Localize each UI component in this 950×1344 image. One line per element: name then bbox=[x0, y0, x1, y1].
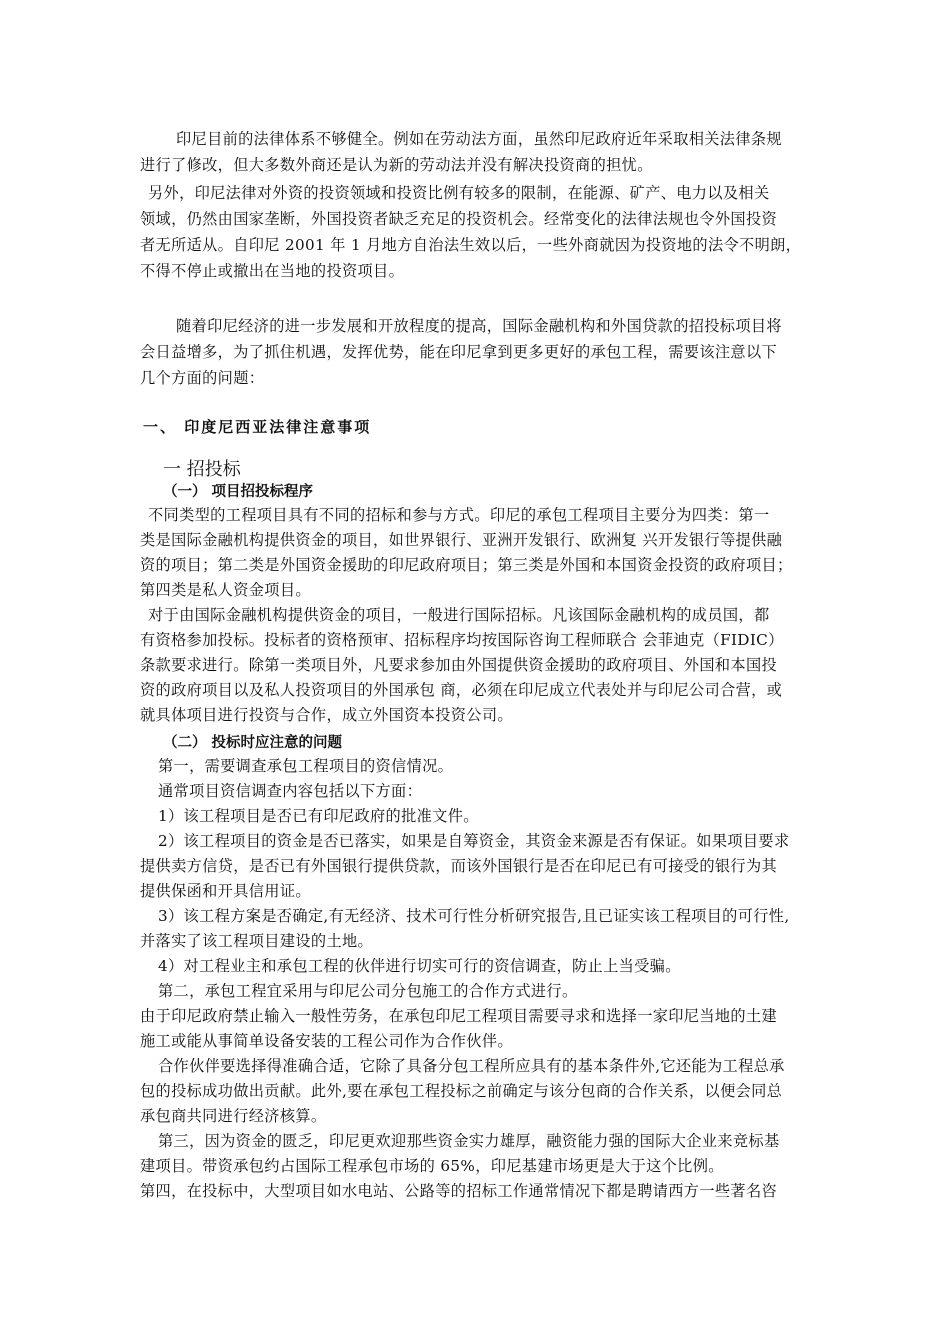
paragraph-text: 合作伙伴要选择得准确合适，它除了具备分包工程所应具有的基本条件外,它还能为工程总承 bbox=[158, 1057, 785, 1075]
paragraph-text: 建项目。带资承包约占国际工程承包市场的 65%，印尼基建市场更是大于这个比例。 bbox=[140, 1157, 724, 1175]
list-item: 3）该工程方案是否确定,有无经济、技术可行性分析研究报告,且已证实该工程项目的可行性, bbox=[158, 907, 790, 925]
paragraph-text: 有资格参加投标。投标者的资格预审、招标程序均按国际咨询工程师联合 会菲迪克（FIDIC） bbox=[140, 631, 784, 649]
paragraph-text: 者无所适从。自印尼 2001 年 1 月地方自治法生效以后，一些外商就因为投资地的法令不明朗， bbox=[140, 236, 802, 254]
list-item: 4）对工程业主和承包工程的伙伴进行切实可行的资信调查，防止上当受骗。 bbox=[158, 957, 681, 975]
paragraph-text: 第四，在投标中，大型项目如水电站、公路等的招标工作通常情况下都是聘请西方一些著名咨 bbox=[140, 1182, 778, 1200]
paragraph-text: 第三，因为资金的匮乏，印尼更欢迎那些资金实力雄厚，融资能力强的国际大企业来竞标基 bbox=[158, 1132, 780, 1150]
paragraph-text: 印尼目前的法律体系不够健全。例如在劳动法方面，虽然印尼政府近年采取相关法律条规 bbox=[176, 130, 782, 148]
paragraph-text: 随着印尼经济的进一步发展和开放程度的提高，国际金融机构和外国贷款的招投标项目将 bbox=[176, 317, 782, 335]
paragraph-text: 提供卖方信贷，是否已有外国银行提供贷款，而该外国银行是否在印尼已有可接受的银行为其 bbox=[140, 857, 778, 875]
list-item: 1）该工程项目是否已有印尼政府的批准文件。 bbox=[158, 807, 479, 825]
paragraph-text: 几个方面的问题： bbox=[140, 369, 265, 387]
paragraph-text: 包的投标成功做出贡献。此外,要在承包工程投标之前确定与该分包商的合作关系，以便会同总 bbox=[140, 1082, 783, 1100]
paragraph-text: 不得不停止或撤出在当地的投资项目。 bbox=[140, 262, 405, 280]
paragraph-text: 第二，承包工程宜采用与印尼公司分包施工的合作方式进行。 bbox=[158, 982, 578, 1000]
paragraph-text: 就具体项目进行投资与合作，成立外国资本投资公司。 bbox=[140, 706, 513, 724]
subheading-bidding-notes: （二） 投标时应注意的问题 bbox=[163, 734, 343, 751]
paragraph-text: 对于由国际金融机构提供资金的项目，一般进行国际招标。凡该国际金融机构的成员国，都 bbox=[148, 606, 770, 624]
paragraph-text: 由于印尼政府禁止输入一般性劳务，在承包印尼工程项目需要寻求和选择一家印尼当地的土建 bbox=[140, 1007, 778, 1025]
paragraph-text: 资的项目；第二类是外国资金援助的印尼政府项目；第三类是外国和本国资金投资的政府项目； bbox=[140, 556, 793, 574]
paragraph-text: 承包商共同进行经济核算。 bbox=[140, 1107, 327, 1125]
paragraph-text: 第一，需要调查承包工程项目的资信情况。 bbox=[158, 757, 454, 775]
paragraph-text: 会日益增多，为了抓住机遇，发挥优势，能在印尼拿到更多更好的承包工程，需要该注意以下 bbox=[140, 343, 778, 361]
section-heading: 一、 印度尼西亚法律注意事项 bbox=[143, 418, 372, 436]
subheading-bidding-procedure: （一） 项目招投标程序 bbox=[163, 483, 314, 500]
paragraph-text: 并落实了该工程项目建设的土地。 bbox=[140, 932, 374, 950]
paragraph-text: 第四类是私人资金项目。 bbox=[140, 581, 311, 599]
list-item: 2）该工程项目的资金是否已落实，如果是自筹资金，其资金来源是否有保证。如果项目要求 bbox=[158, 832, 790, 850]
paragraph-text: 类是国际金融机构提供资金的项目，如世界银行、亚洲开发银行、欧洲复 兴开发银行等提供融 bbox=[140, 531, 783, 549]
paragraph-text: 不同类型的工程项目具有不同的招标和参与方式。印尼的承包工程项目主要分为四类：第一 bbox=[148, 506, 770, 524]
paragraph-text: 领域，仍然由国家垄断，外国投资者缺乏充足的投资机会。经常变化的法律法规也令外国投资 bbox=[140, 210, 778, 228]
paragraph-text: 条款要求进行。除第一类项目外，凡要求参加由外国提供资金援助的政府项目、外国和本国投 bbox=[140, 656, 778, 674]
subsection-heading: 一 招投标 bbox=[163, 459, 241, 480]
paragraph-text: 通常项目资信调查内容包括以下方面： bbox=[158, 782, 423, 800]
paragraph-text: 提供保函和开具信用证。 bbox=[140, 882, 311, 900]
paragraph-text: 另外，印尼法律对外资的投资领域和投资比例有较多的限制，在能源、矿产、电力以及相关 bbox=[148, 184, 770, 202]
paragraph-text: 进行了修改，但大多数外商还是认为新的劳动法并没有解决投资商的担忧。 bbox=[140, 156, 653, 174]
paragraph-text: 资的政府项目以及私人投资项目的外国承包 商，必须在印尼成立代表处并与印尼公司合营，或 bbox=[140, 681, 783, 699]
paragraph-text: 施工或能从事简单设备安装的工程公司作为合作伙伴。 bbox=[140, 1032, 513, 1050]
